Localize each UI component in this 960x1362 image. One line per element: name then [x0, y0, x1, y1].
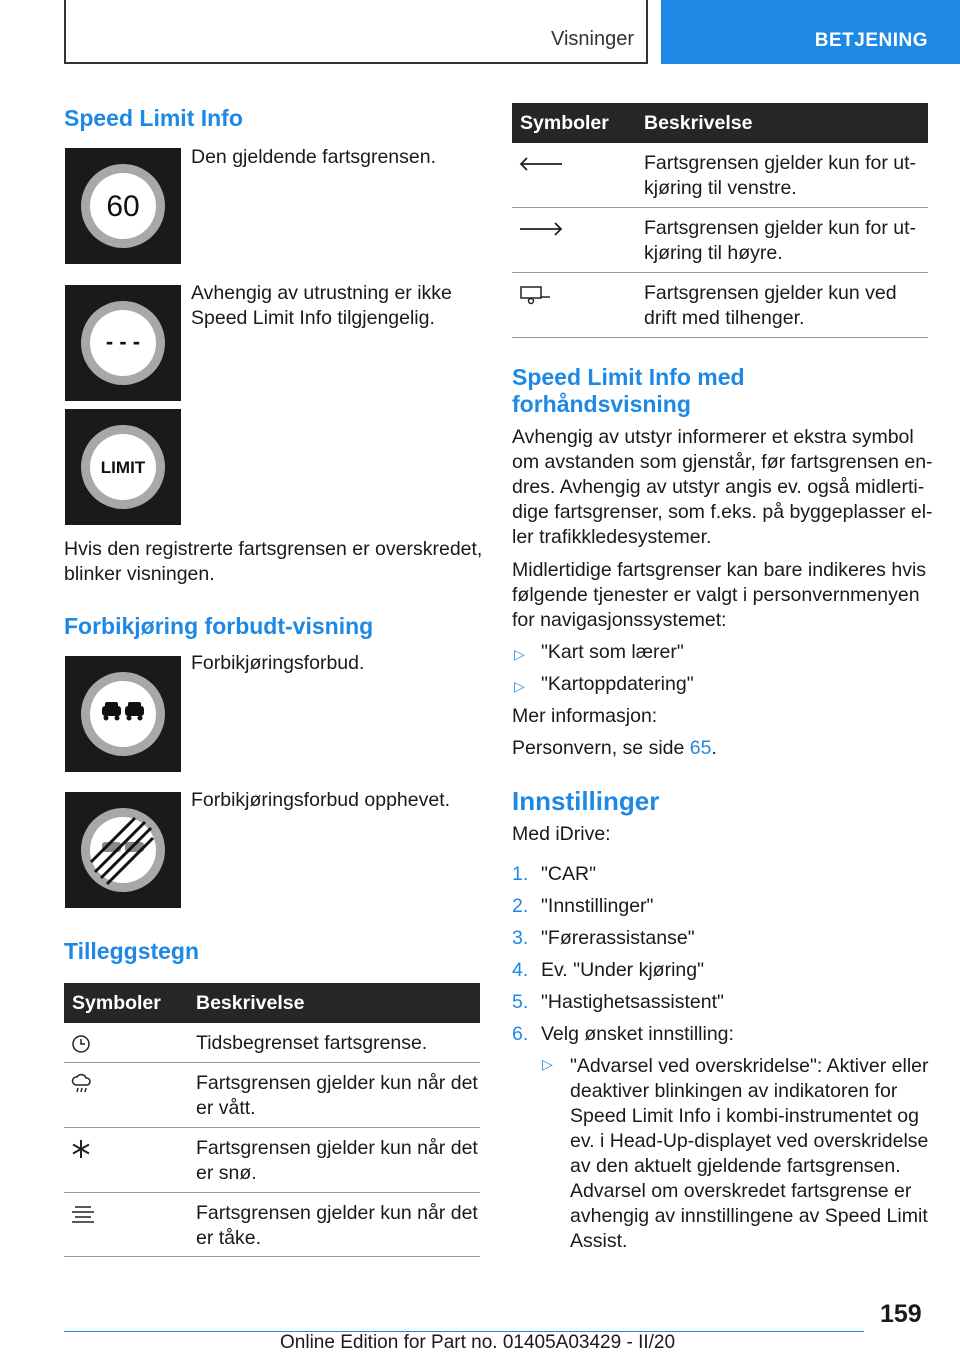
sub-item-line3: Speed Limit Info i kombi-instrumentet og [570, 1105, 920, 1127]
arrow-right-icon [518, 220, 564, 243]
preview-p1-line3: dres. Avhengig av utstyr angis ev. også midlerti- [512, 476, 925, 498]
triangle-bullet-icon: ▷ [542, 1056, 553, 1072]
overtaking-heading: Forbikjøring forbudt-visning [64, 613, 374, 639]
arrow-left-icon [518, 155, 564, 178]
step-text: Velg ønsket innstilling: [541, 1023, 734, 1045]
speed-limit-info-heading: Speed Limit Info [64, 105, 243, 131]
row-desc-line1: Fartsgrensen gjelder kun når det [196, 1072, 478, 1094]
step-text: "CAR" [541, 863, 597, 885]
table-header [512, 103, 928, 143]
unavailable-desc-line1: Avhengig av utrustning er ikke [191, 282, 452, 304]
header-section-label: Visninger [550, 28, 634, 50]
supplementary-signs-table [64, 983, 480, 1257]
row-desc-line2: drift med tilhenger. [644, 307, 805, 329]
step-text: "Hastighetsassistent" [541, 991, 724, 1013]
clock-icon [70, 1033, 92, 1060]
table-row [64, 1128, 480, 1193]
list-item-text: "Kart som lærer" [541, 641, 684, 663]
privacy-reference-end: . [711, 737, 717, 759]
column-header-description: Beskrivelse [644, 112, 753, 134]
row-desc-line2: kjøring til høyre. [644, 242, 783, 264]
overtaking-lifted-sign-image [65, 792, 181, 908]
step-number: 3. [512, 927, 529, 949]
table-row [64, 1193, 480, 1257]
row-desc-line2: er vått. [196, 1097, 256, 1119]
direction-signs-table [512, 103, 928, 338]
header-chapter-label: BETJENING [814, 30, 928, 51]
speed-unavailable-sign-image [65, 285, 181, 401]
row-desc-line1: Fartsgrensen gjelder kun når det [196, 1202, 478, 1224]
sub-item-line8: Assist. [570, 1230, 628, 1252]
privacy-reference [512, 736, 717, 761]
fog-icon [70, 1203, 96, 1230]
header-chapter-tab [661, 0, 960, 64]
step-text: "Innstillinger" [541, 895, 654, 917]
preview-heading-line1: Speed Limit Info med [512, 364, 745, 390]
step-number: 4. [512, 959, 529, 981]
sub-item-line5: av den aktuelt gjeldende fartsgrensen. [570, 1155, 901, 1177]
header-section-box [64, 0, 648, 64]
sub-item-line2: deaktiver blinkingen av indikatoren for [570, 1080, 898, 1102]
rain-icon [70, 1073, 94, 1102]
preview-p2-line2: følgende tjenester er valgt i personvernmenyen [512, 584, 920, 606]
settings-intro: Med iDrive: [512, 823, 611, 845]
row-desc-line1: Fartsgrensen gjelder kun for ut- [644, 152, 917, 174]
triangle-bullet-icon: ▷ [514, 646, 525, 662]
snowflake-icon [70, 1138, 92, 1165]
column-header-symbols: Symboler [520, 112, 609, 134]
table-row [512, 273, 928, 338]
table-header [64, 983, 480, 1023]
row-desc-line2: er snø. [196, 1162, 257, 1184]
speed-60-sign-image [65, 148, 181, 264]
preview-p1-line1: Avhengig av utstyr informerer et ekstra symbol [512, 426, 914, 448]
sign-dashes-text: - - - [105, 329, 141, 354]
trailer-icon [518, 285, 552, 310]
sign-60-text: 60 [106, 190, 140, 223]
preview-p1-line4: dige fartsgrenser, som f.eks. på byggeplasser el- [512, 501, 933, 523]
step-number: 6. [512, 1023, 529, 1045]
table-row [64, 1063, 480, 1128]
preview-p1-line5: ler trafikkledesystemer. [512, 526, 712, 548]
unavailable-desc-line2: Speed Limit Info tilgjengelig. [191, 307, 435, 329]
no-overtaking-desc: Forbikjøringsforbud. [191, 652, 365, 674]
step-text: Ev. "Under kjøring" [541, 959, 705, 981]
sub-item-line4: ev. i Head-Up-displayet ved overskridelse [570, 1130, 929, 1152]
preview-p1-line2: om avstanden som gjenstår, før fartsgrensen en- [512, 451, 933, 473]
row-desc-line1: Tidsbegrenset fartsgrense. [196, 1032, 428, 1054]
exceeded-note-line1: Hvis den registrerte fartsgrensen er overskredet, [64, 538, 483, 560]
row-desc-line2: kjøring til venstre. [644, 177, 797, 199]
limit-sign-image [65, 409, 181, 525]
tilleggstegn-heading: Tilleggstegn [64, 938, 200, 964]
table-row [64, 1023, 480, 1063]
sub-item-line7: avhengig av innstillingene av Speed Limit [570, 1205, 928, 1227]
row-desc-line1: Fartsgrensen gjelder kun ved [644, 282, 897, 304]
row-desc-line2: er tåke. [196, 1227, 262, 1249]
sign-limit-text: LIMIT [100, 458, 146, 477]
triangle-bullet-icon: ▷ [514, 678, 525, 694]
sub-item-line1: "Advarsel ved overskridelse": Aktiver eller [570, 1055, 929, 1077]
page-65-link[interactable]: 65 [689, 737, 712, 759]
no-overtaking-sign-image [65, 656, 181, 772]
table-row [512, 143, 928, 208]
table-row [512, 208, 928, 273]
privacy-reference-text: Personvern, se side [512, 737, 690, 759]
preview-p2-line3: for navigasjonssystemet: [512, 609, 727, 631]
step-number: 1. [512, 863, 529, 885]
overtaking-lifted-desc: Forbikjøringsforbud opphevet. [191, 789, 451, 811]
page-number: 159 [880, 1300, 922, 1328]
step-number: 5. [512, 991, 529, 1013]
list-item-text: "Kartoppdatering" [541, 673, 694, 695]
speed-limit-desc: Den gjeldende fartsgrensen. [191, 146, 436, 168]
more-info-label: Mer informasjon: [512, 705, 658, 727]
preview-p2-line1: Midlertidige fartsgrenser kan bare indikeres hvis [512, 559, 927, 581]
sub-item-line6: Advarsel om overskredet fartsgrense er [570, 1180, 912, 1202]
row-desc-line1: Fartsgrensen gjelder kun når det [196, 1137, 478, 1159]
exceeded-note-line2: blinker visningen. [64, 563, 215, 585]
settings-heading: Innstillinger [512, 786, 660, 816]
footer-edition: Online Edition for Part no. 01405A03429 - II/20 [280, 1332, 676, 1353]
column-header-description: Beskrivelse [196, 992, 305, 1014]
step-number: 2. [512, 895, 529, 917]
preview-heading-line2: forhåndsvisning [512, 391, 691, 417]
row-desc-line1: Fartsgrensen gjelder kun for ut- [644, 217, 917, 239]
column-header-symbols: Symboler [72, 992, 161, 1014]
step-text: "Førerassistanse" [541, 927, 695, 949]
